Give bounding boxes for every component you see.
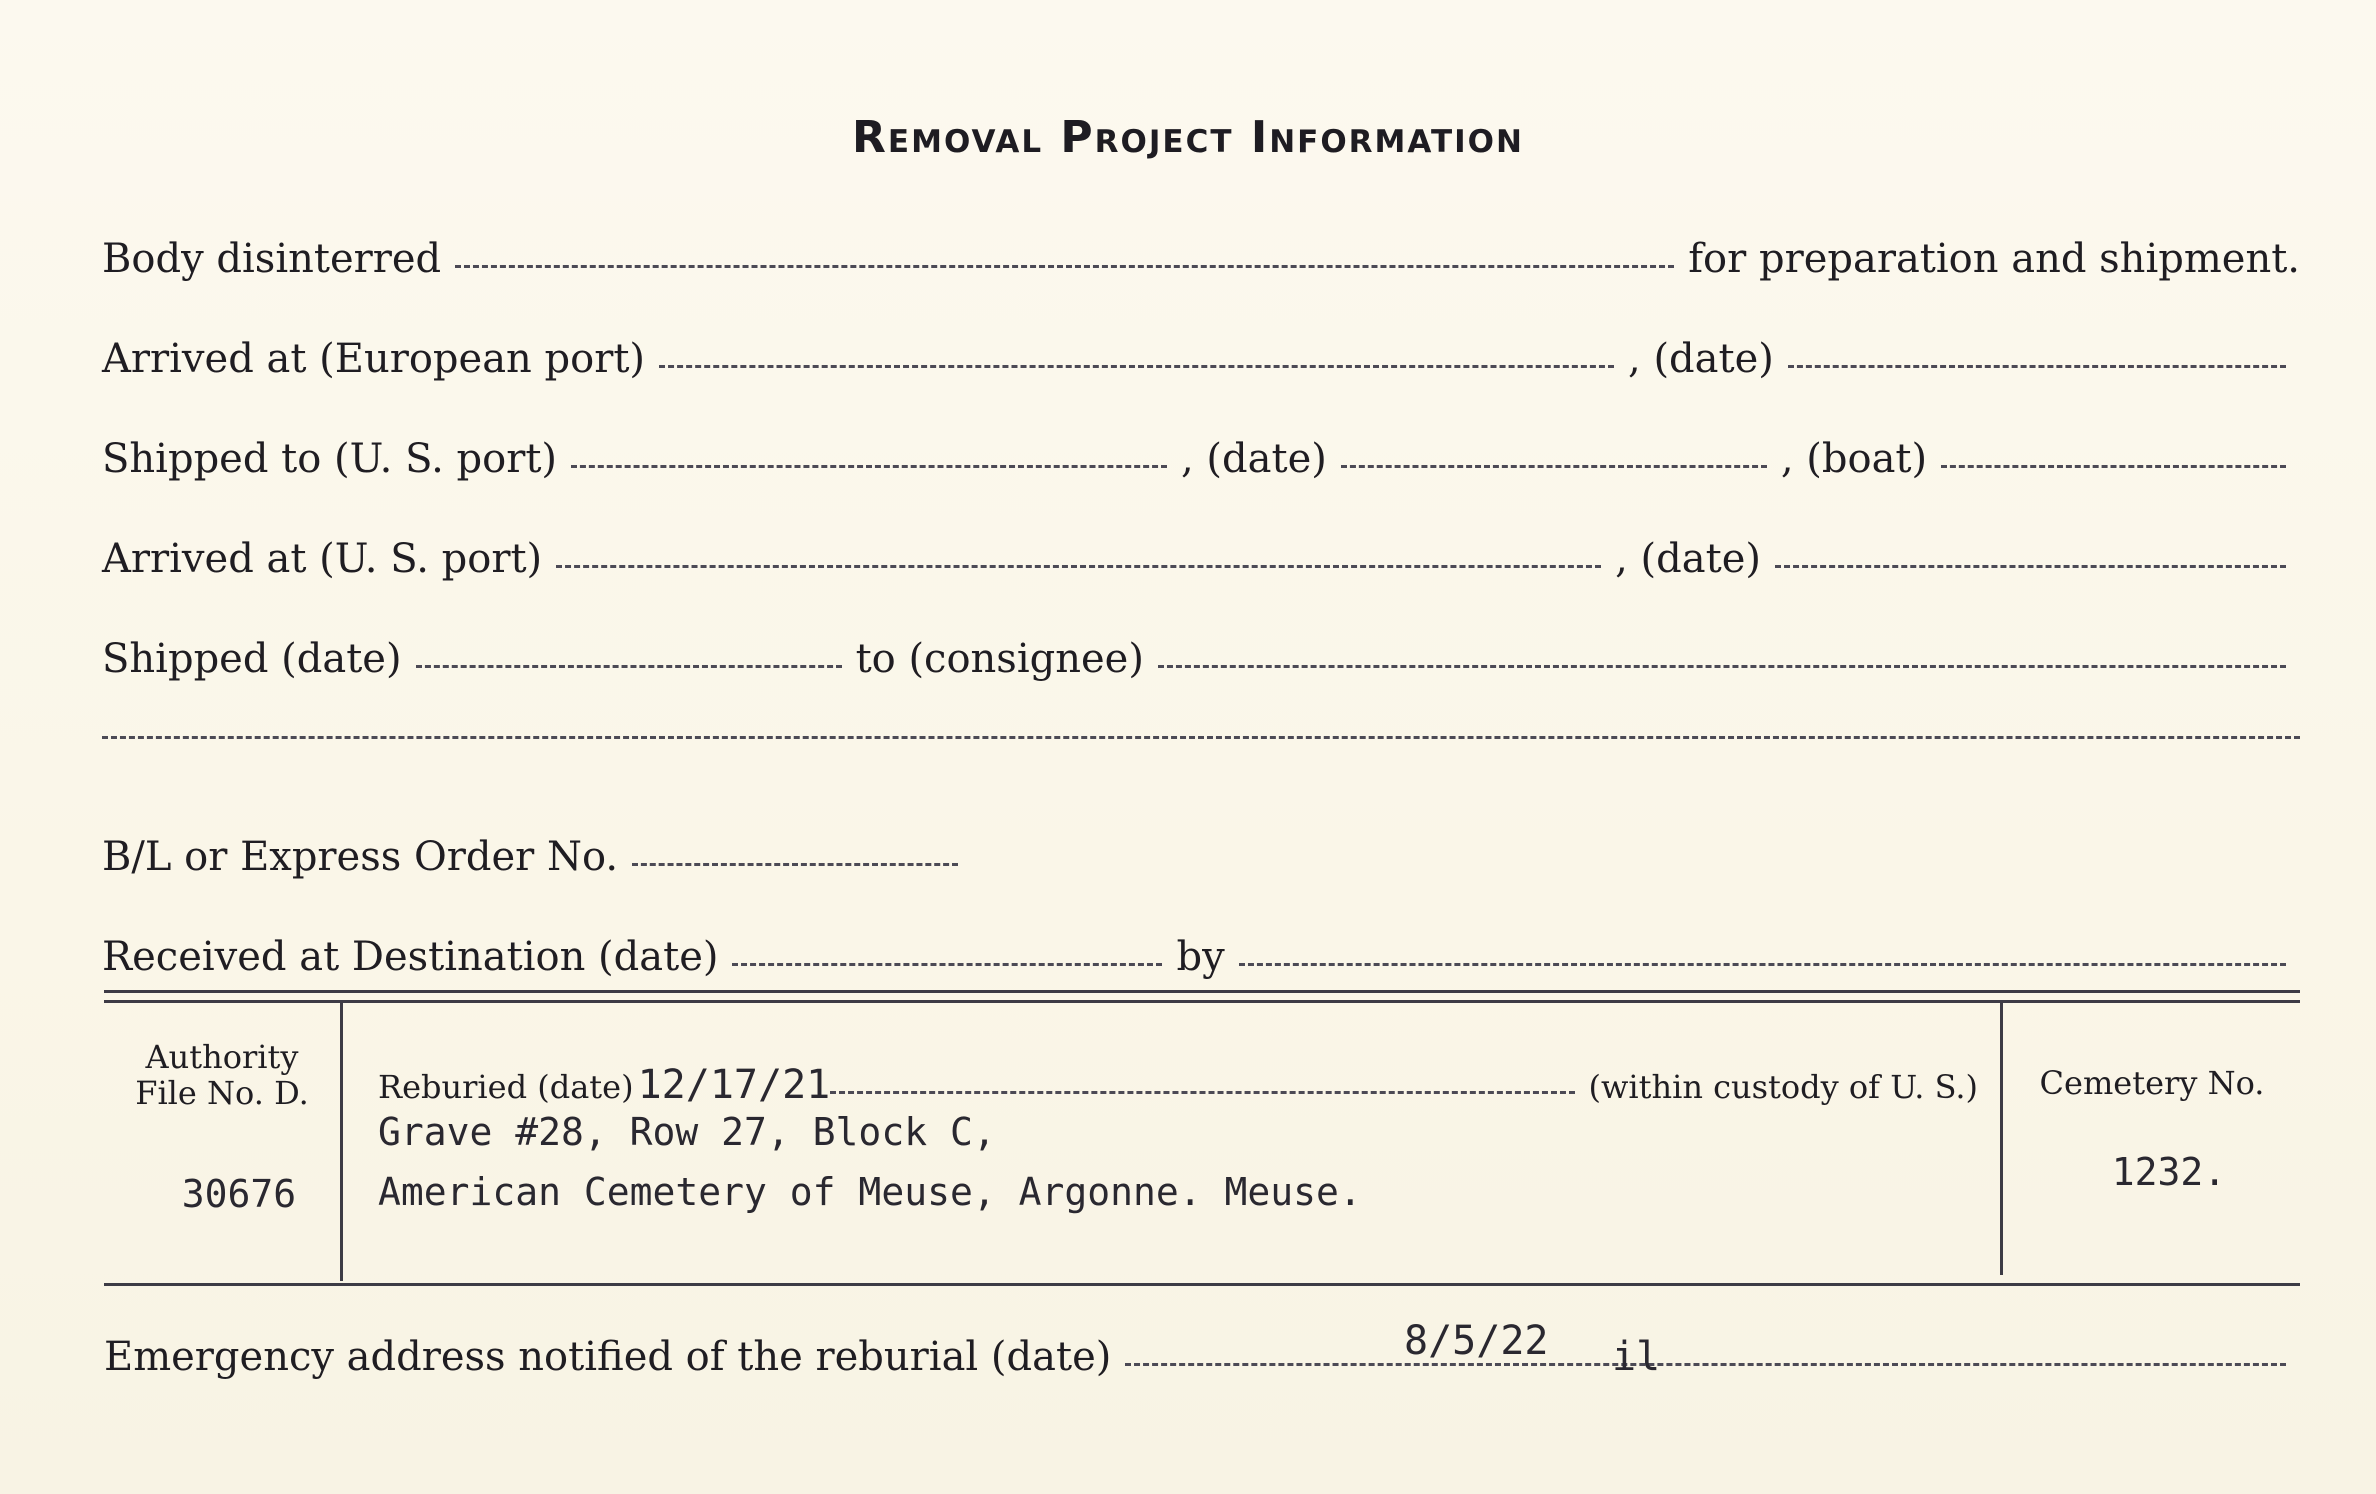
row-shipped-to-us-port <box>102 436 2300 482</box>
reburied-date: 12/17/21 <box>637 1062 831 1108</box>
box-divider-left <box>340 1003 343 1281</box>
row-consignee-continuation <box>102 740 2300 743</box>
emergency-label: Emergency address notified of the reburial (date) <box>104 1334 1112 1380</box>
arrived-us-label: Arrived at (U. S. port) <box>102 536 543 582</box>
arrived-european-date-label: , (date) <box>1628 336 1774 382</box>
for-preparation-label: for preparation and shipment. <box>1688 236 2300 282</box>
row-emergency-address <box>104 1334 2300 1380</box>
authority-file-number: 30676 <box>181 1172 297 1216</box>
row-received-destination <box>102 934 2300 980</box>
separator-top-1 <box>104 990 2300 993</box>
shipped-date-label: , (date) <box>1181 436 1327 482</box>
body-disinterred-label: Body disinterred <box>102 236 442 282</box>
card-title: Removal Project Information <box>852 112 1524 163</box>
received-destination-label: Received at Destination (date) <box>102 934 719 980</box>
row-arrived-us-port <box>102 536 2300 582</box>
row-bl-order <box>102 834 972 880</box>
received-date-line <box>732 963 1162 966</box>
custody-label: (within custody of U. S.) <box>1588 1068 1978 1106</box>
arrived-us-date-label: , (date) <box>1615 536 1761 582</box>
arrived-us-line <box>556 565 1601 568</box>
to-consignee-label: to (consignee) <box>855 636 1144 682</box>
separator-bottom <box>104 1283 2300 1286</box>
cemetery-name: American Cemetery of Meuse, Argonne. Meuse. <box>378 1170 1362 1214</box>
boat-line <box>1941 465 2286 468</box>
row-arrived-european-port <box>102 336 2300 382</box>
bl-order-label: B/L or Express Order No. <box>102 834 619 880</box>
european-port-line <box>659 365 1614 368</box>
grave-location: Grave #28, Row 27, Block C, <box>378 1110 996 1154</box>
authority-label-2: File No. D. <box>135 1074 309 1112</box>
reburied-label: Reburied (date) <box>378 1068 634 1106</box>
arrived-european-label: Arrived at (European port) <box>102 336 646 382</box>
emergency-date: 8/5/22 <box>1404 1318 1549 1364</box>
arrived-us-date-line <box>1775 565 2286 568</box>
reburied-line <box>830 1091 1574 1094</box>
emergency-line <box>1125 1363 2286 1366</box>
row-shipped-consignee <box>102 636 2300 682</box>
received-by-line <box>1239 963 2286 966</box>
cemetery-number: 1232. <box>2111 1150 2227 1194</box>
separator-top-2 <box>104 1000 2300 1003</box>
box-divider-right <box>2000 1003 2003 1275</box>
european-date-line <box>1788 365 2286 368</box>
cemetery-no-label: Cemetery No. <box>2039 1064 2265 1102</box>
by-label: by <box>1176 934 1225 980</box>
us-port-line <box>571 465 1167 468</box>
shipped-date-line <box>1341 465 1767 468</box>
bl-order-line <box>632 863 958 866</box>
shipped-date-only-line <box>416 665 842 668</box>
emergency-initials: il <box>1612 1334 1661 1380</box>
shipped-to-label: Shipped to (U. S. port) <box>102 436 557 482</box>
body-disinterred-line <box>455 265 1674 268</box>
boat-label: , (boat) <box>1780 436 1928 482</box>
authority-label-1: Authority <box>145 1038 299 1076</box>
row-body-disinterred <box>102 236 2300 282</box>
consignee-continuation-line <box>102 736 2300 739</box>
row-reburied <box>378 1062 1978 1108</box>
shipped-date-only-label: Shipped (date) <box>102 636 402 682</box>
consignee-line <box>1158 665 2286 668</box>
